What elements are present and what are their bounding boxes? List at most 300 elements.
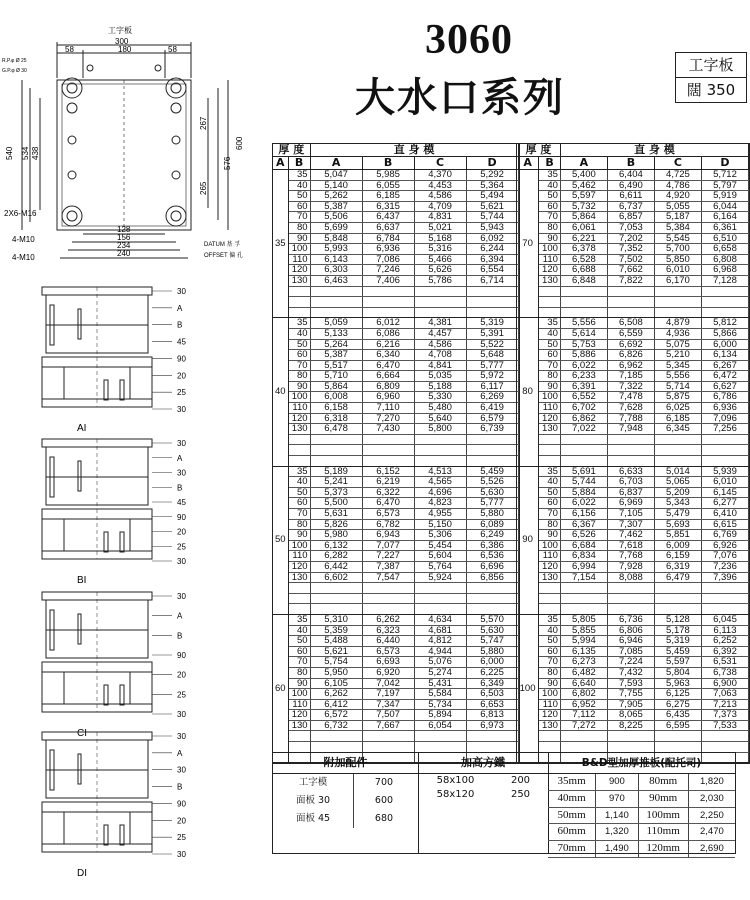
dim-534: 534 — [21, 146, 30, 160]
cell-price — [362, 434, 414, 445]
height-block-price: 200 — [510, 775, 531, 786]
cell-b: 110 — [288, 254, 310, 265]
cell-price: 6,000 — [701, 339, 748, 350]
cell-price — [310, 445, 362, 456]
cell-price: 6,132 — [310, 540, 362, 551]
section-dim-label: 20 — [177, 527, 186, 537]
cell-price: 6,145 — [701, 487, 748, 498]
cell-b: 60 — [539, 498, 561, 509]
cell-price: 6,386 — [466, 540, 518, 551]
cell-price: 6,025 — [654, 403, 701, 414]
cell-price: 8,065 — [607, 710, 654, 721]
cell-price: 7,462 — [607, 530, 654, 541]
cell-b: 130 — [539, 424, 561, 435]
cell-price — [701, 593, 748, 604]
table-row — [273, 212, 518, 223]
table-row — [273, 657, 518, 668]
cell-price: 6,252 — [701, 636, 748, 647]
cell-price: 6,470 — [362, 360, 414, 371]
cell-price: 5,189 — [310, 466, 362, 477]
cell-price: 7,432 — [607, 667, 654, 678]
table-row — [273, 519, 518, 530]
plan-drawing — [0, 20, 260, 270]
cell-b: 80 — [539, 222, 561, 233]
cell-price: 6,826 — [607, 350, 654, 361]
table-row — [517, 456, 749, 467]
cell-price: 7,662 — [607, 265, 654, 276]
cell-price — [362, 307, 414, 318]
cell-price — [654, 742, 701, 753]
cell-b: 130 — [288, 424, 310, 435]
column-header: C — [414, 157, 466, 170]
cell-price: 5,919 — [701, 191, 748, 202]
cell-b — [539, 583, 561, 594]
cell-b: 80 — [539, 519, 561, 530]
cell-price — [466, 742, 518, 753]
cell-price: 4,944 — [414, 646, 466, 657]
cell-price: 6,022 — [560, 360, 607, 371]
cell-price: 6,318 — [310, 413, 362, 424]
column-header: A — [273, 157, 288, 170]
cell-price: 6,664 — [362, 371, 414, 382]
cell-price: 6,946 — [607, 636, 654, 647]
cell-price: 6,786 — [701, 392, 748, 403]
cell-price: 6,117 — [466, 381, 518, 392]
cell-b: 60 — [288, 646, 310, 657]
plan-label-top: 工字板 — [108, 26, 132, 35]
cell-price: 6,526 — [560, 530, 607, 541]
cell-price: 5,880 — [466, 509, 518, 520]
cell-b: 35 — [288, 318, 310, 329]
cell-price: 5,797 — [701, 180, 748, 191]
cell-b: 70 — [539, 212, 561, 223]
cell-price — [414, 583, 466, 594]
cell-price: 6,225 — [466, 667, 518, 678]
bd-plate-price: 1,820 — [700, 776, 724, 787]
cell-price: 5,400 — [560, 170, 607, 181]
cell-b: 40 — [288, 477, 310, 488]
cell-price: 6,973 — [466, 720, 518, 731]
cell-price — [560, 307, 607, 318]
cell-price — [414, 456, 466, 467]
cell-price: 5,462 — [560, 180, 607, 191]
cell-price: 6,528 — [560, 254, 607, 265]
cell-price: 6,962 — [607, 360, 654, 371]
section-dim-label: 25 — [177, 542, 186, 552]
bd-plate-size: 90mm — [639, 791, 689, 807]
cell-b: 70 — [288, 509, 310, 520]
cell-price — [362, 445, 414, 456]
cell-price: 6,000 — [466, 657, 518, 668]
cell-price: 5,812 — [701, 318, 748, 329]
cell-price: 7,618 — [607, 540, 654, 551]
cell-price: 6,367 — [560, 519, 607, 530]
cell-price: 6,159 — [654, 551, 701, 562]
datum-label: DATUM 基 孚 — [204, 242, 241, 248]
cell-price: 6,472 — [701, 371, 748, 382]
cell-price: 5,939 — [701, 466, 748, 477]
cell-b: 35 — [539, 466, 561, 477]
cell-price: 5,864 — [310, 381, 362, 392]
table-row — [273, 689, 518, 700]
table-row — [517, 657, 749, 668]
cell-price: 7,112 — [560, 710, 607, 721]
cell-price: 5,894 — [414, 710, 466, 721]
cell-price: 6,692 — [607, 339, 654, 350]
cell-price: 5,753 — [560, 339, 607, 350]
table-row — [517, 297, 749, 308]
cell-b — [288, 445, 310, 456]
cell-price: 6,615 — [701, 519, 748, 530]
cell-b: 110 — [288, 699, 310, 710]
cell-price: 8,225 — [607, 720, 654, 731]
cell-price: 6,478 — [310, 424, 362, 435]
table-row — [517, 191, 749, 202]
cell-price: 5,621 — [310, 646, 362, 657]
cell-b: 70 — [539, 360, 561, 371]
cell-price — [607, 742, 654, 753]
dim-156: 156 — [117, 233, 131, 242]
cell-price: 6,579 — [466, 413, 518, 424]
cell-price — [414, 731, 466, 742]
section-dim-label: 25 — [177, 690, 186, 700]
bd-plate-size: 50mm — [548, 808, 596, 824]
table-row — [517, 434, 749, 445]
table-row — [273, 381, 518, 392]
cell-price: 5,506 — [310, 212, 362, 223]
table-row — [517, 625, 749, 636]
cell-price: 7,053 — [607, 222, 654, 233]
column-header: A — [310, 157, 362, 170]
cell-b: 50 — [288, 636, 310, 647]
cell-b: 90 — [539, 678, 561, 689]
dim-300: 300 — [115, 37, 129, 46]
cell-price: 6,559 — [607, 328, 654, 339]
table-row — [273, 244, 518, 255]
bd-plate-price: 970 — [596, 791, 638, 807]
table-row — [517, 360, 749, 371]
cell-price: 7,948 — [607, 424, 654, 435]
section-dim-label: 90 — [177, 512, 186, 522]
cell-b: 90 — [539, 381, 561, 392]
group-a-value: 70 — [517, 170, 539, 318]
cell-price: 5,522 — [466, 339, 518, 350]
cell-b: 40 — [288, 328, 310, 339]
cell-price: 6,834 — [560, 551, 607, 562]
cell-price — [560, 604, 607, 615]
cell-price: 6,738 — [701, 667, 748, 678]
cell-price — [560, 445, 607, 456]
cell-price — [414, 434, 466, 445]
cell-price: 5,480 — [414, 403, 466, 414]
table-row — [273, 413, 518, 424]
cell-price: 5,630 — [466, 487, 518, 498]
cell-price: 7,373 — [701, 710, 748, 721]
cell-price: 6,732 — [310, 720, 362, 731]
cell-price: 6,089 — [466, 519, 518, 530]
table-row — [273, 572, 518, 583]
cell-price — [310, 434, 362, 445]
section-dim-label: 30 — [177, 592, 186, 601]
bd-plate-price: 1,140 — [596, 808, 638, 824]
table-row — [517, 710, 749, 721]
cell-price: 5,391 — [466, 328, 518, 339]
cell-price: 6,125 — [654, 689, 701, 700]
cell-price: 6,573 — [362, 509, 414, 520]
rpo-label: R.P.φ Ø 25 — [2, 58, 27, 64]
table-row — [273, 275, 518, 286]
cell-price: 5,630 — [466, 625, 518, 636]
table-row — [273, 540, 518, 551]
cell-price: 6,943 — [362, 530, 414, 541]
group-a-value: 60 — [273, 614, 288, 762]
table-row — [273, 350, 518, 361]
cell-price — [607, 593, 654, 604]
table-row — [273, 509, 518, 520]
table-row — [273, 307, 518, 318]
cell-b: 110 — [288, 403, 310, 414]
cell-price — [414, 445, 466, 456]
cell-price: 6,508 — [607, 318, 654, 329]
table-row — [273, 180, 518, 191]
cell-price — [362, 297, 414, 308]
cell-price: 5,800 — [414, 424, 466, 435]
section-dim-label: 30 — [177, 439, 186, 448]
cell-price — [560, 593, 607, 604]
table-row — [273, 392, 518, 403]
section-dim-label: A — [177, 303, 183, 313]
cell-b: 120 — [288, 413, 310, 424]
cell-price — [466, 434, 518, 445]
cell-price: 6,113 — [701, 625, 748, 636]
section-dim-label: 25 — [177, 388, 186, 398]
cell-price: 6,769 — [701, 530, 748, 541]
section-dim-label: 20 — [177, 371, 186, 381]
cell-b: 50 — [288, 487, 310, 498]
cell-price: 4,841 — [414, 360, 466, 371]
cell-price — [701, 731, 748, 742]
cell-b — [539, 604, 561, 615]
cell-price — [607, 583, 654, 594]
cell-price: 5,631 — [310, 509, 362, 520]
cell-price: 6,185 — [362, 191, 414, 202]
cell-price: 4,823 — [414, 498, 466, 509]
cell-b: 70 — [288, 657, 310, 668]
table-row — [273, 530, 518, 541]
cell-price: 7,352 — [607, 244, 654, 255]
cell-b: 60 — [539, 646, 561, 657]
cell-price: 6,262 — [362, 614, 414, 625]
cell-price: 6,552 — [560, 392, 607, 403]
accessory-row — [273, 774, 418, 792]
table-row — [273, 551, 518, 562]
cell-price: 6,345 — [654, 424, 701, 435]
table-row — [273, 191, 518, 202]
cell-price — [607, 307, 654, 318]
cell-price: 5,209 — [654, 487, 701, 498]
price-table — [272, 143, 520, 764]
cell-b: 100 — [288, 689, 310, 700]
cell-price: 7,213 — [701, 699, 748, 710]
table-row — [273, 254, 518, 265]
cell-price: 5,387 — [310, 201, 362, 212]
table-row — [517, 530, 749, 541]
cell-price: 5,431 — [414, 678, 466, 689]
cell-b: 60 — [288, 498, 310, 509]
bd-plate-size: 100mm — [639, 808, 689, 824]
cell-price: 7,768 — [607, 551, 654, 562]
cell-price: 6,490 — [607, 180, 654, 191]
table-row — [517, 551, 749, 562]
cell-b: 35 — [288, 614, 310, 625]
cell-b: 130 — [288, 275, 310, 286]
cell-price: 7,185 — [607, 371, 654, 382]
bolt-label: 2X6-M16 — [4, 209, 37, 218]
table-row — [273, 222, 518, 233]
cell-price: 6,391 — [560, 381, 607, 392]
table-row — [517, 498, 749, 509]
cell-price — [607, 445, 654, 456]
cell-price: 6,249 — [466, 530, 518, 541]
cell-b: 70 — [539, 657, 561, 668]
cell-price: 7,593 — [607, 678, 654, 689]
cell-price: 6,968 — [701, 265, 748, 276]
cell-price: 6,185 — [654, 413, 701, 424]
cell-price — [414, 286, 466, 297]
cell-price — [701, 297, 748, 308]
bd-plate-row — [548, 808, 735, 825]
cell-b: 40 — [539, 625, 561, 636]
table-row — [517, 583, 749, 594]
column-header: D — [466, 157, 518, 170]
cell-price — [654, 434, 701, 445]
cell-price — [654, 286, 701, 297]
cell-b: 120 — [539, 413, 561, 424]
cell-price: 5,866 — [701, 328, 748, 339]
accessory-price: 600 — [374, 795, 394, 806]
table-row — [273, 678, 518, 689]
cell-price: 5,875 — [654, 392, 701, 403]
cell-b: 70 — [539, 509, 561, 520]
cell-price: 6,936 — [362, 244, 414, 255]
table-row — [517, 286, 749, 297]
cell-b: 90 — [288, 233, 310, 244]
cell-price — [654, 593, 701, 604]
cell-b: 80 — [288, 371, 310, 382]
cell-price: 5,640 — [414, 413, 466, 424]
cell-price: 6,392 — [701, 646, 748, 657]
cell-price — [466, 583, 518, 594]
cell-price: 5,178 — [654, 625, 701, 636]
cell-price: 4,831 — [414, 212, 466, 223]
bd-plate-title: B&D型加厚推板(配托司) — [548, 753, 735, 774]
cell-b: 80 — [539, 371, 561, 382]
cell-price — [362, 456, 414, 467]
table-row — [517, 572, 749, 583]
bd-plate-row — [548, 841, 735, 858]
cell-price: 7,272 — [560, 720, 607, 731]
cell-price: 5,626 — [414, 265, 466, 276]
cell-price: 5,319 — [654, 636, 701, 647]
cell-b: 70 — [288, 360, 310, 371]
cell-price: 5,994 — [560, 636, 607, 647]
cell-b — [288, 593, 310, 604]
cell-price: 6,262 — [310, 689, 362, 700]
cell-price: 6,061 — [560, 222, 607, 233]
cell-b: 130 — [288, 720, 310, 731]
page-title: 3060 — [425, 17, 513, 63]
cell-price: 6,573 — [362, 646, 414, 657]
table-row — [273, 371, 518, 382]
cell-price: 4,457 — [414, 328, 466, 339]
cell-price: 6,319 — [654, 561, 701, 572]
gpo-label: G.P.φ Ø 30 — [2, 68, 27, 74]
cell-price: 6,531 — [701, 657, 748, 668]
cell-b: 60 — [539, 201, 561, 212]
cell-b — [288, 307, 310, 318]
cell-b: 35 — [288, 170, 310, 181]
cell-price: 7,022 — [560, 424, 607, 435]
cell-b: 110 — [539, 551, 561, 562]
cell-price: 7,822 — [607, 275, 654, 286]
table-row — [273, 742, 518, 753]
cell-price: 6,378 — [560, 244, 607, 255]
cell-price: 6,611 — [607, 191, 654, 202]
cell-price: 7,628 — [607, 403, 654, 414]
cell-price — [607, 297, 654, 308]
cell-b: 50 — [288, 191, 310, 202]
cell-b — [539, 742, 561, 753]
accessory-price: 700 — [374, 777, 394, 788]
cell-price — [607, 731, 654, 742]
cell-price: 5,980 — [310, 530, 362, 541]
cell-b: 35 — [539, 614, 561, 625]
section-dim-label: 45 — [177, 337, 186, 347]
cell-price: 7,905 — [607, 699, 654, 710]
cell-b: 40 — [288, 625, 310, 636]
cell-price — [701, 604, 748, 615]
cell-price: 7,236 — [701, 561, 748, 572]
cell-price: 4,513 — [414, 466, 466, 477]
cell-price — [466, 307, 518, 318]
section-dim-label: 30 — [177, 557, 186, 566]
cell-price: 4,586 — [414, 191, 466, 202]
cell-price — [362, 742, 414, 753]
cell-price: 7,396 — [701, 572, 748, 583]
cell-price: 5,985 — [362, 170, 414, 181]
cell-price: 6,920 — [362, 667, 414, 678]
section-dim-label: 30 — [177, 710, 186, 719]
bd-plate-price: 900 — [596, 774, 638, 790]
cell-price: 6,394 — [466, 254, 518, 265]
cell-price: 5,993 — [310, 244, 362, 255]
column-header: B — [607, 157, 654, 170]
cell-price: 6,404 — [607, 170, 654, 181]
cell-price: 6,784 — [362, 233, 414, 244]
cell-price: 5,319 — [466, 318, 518, 329]
cell-price: 5,744 — [466, 212, 518, 223]
cell-price: 6,688 — [560, 265, 607, 276]
cell-price: 5,777 — [466, 360, 518, 371]
cell-price — [310, 297, 362, 308]
m10-label-b: 4-M10 — [12, 253, 35, 262]
cell-price: 6,134 — [701, 350, 748, 361]
cell-price — [654, 604, 701, 615]
cell-price: 6,554 — [466, 265, 518, 276]
cell-b: 35 — [539, 170, 561, 181]
cell-price: 5,804 — [654, 667, 701, 678]
cell-price: 5,188 — [414, 381, 466, 392]
